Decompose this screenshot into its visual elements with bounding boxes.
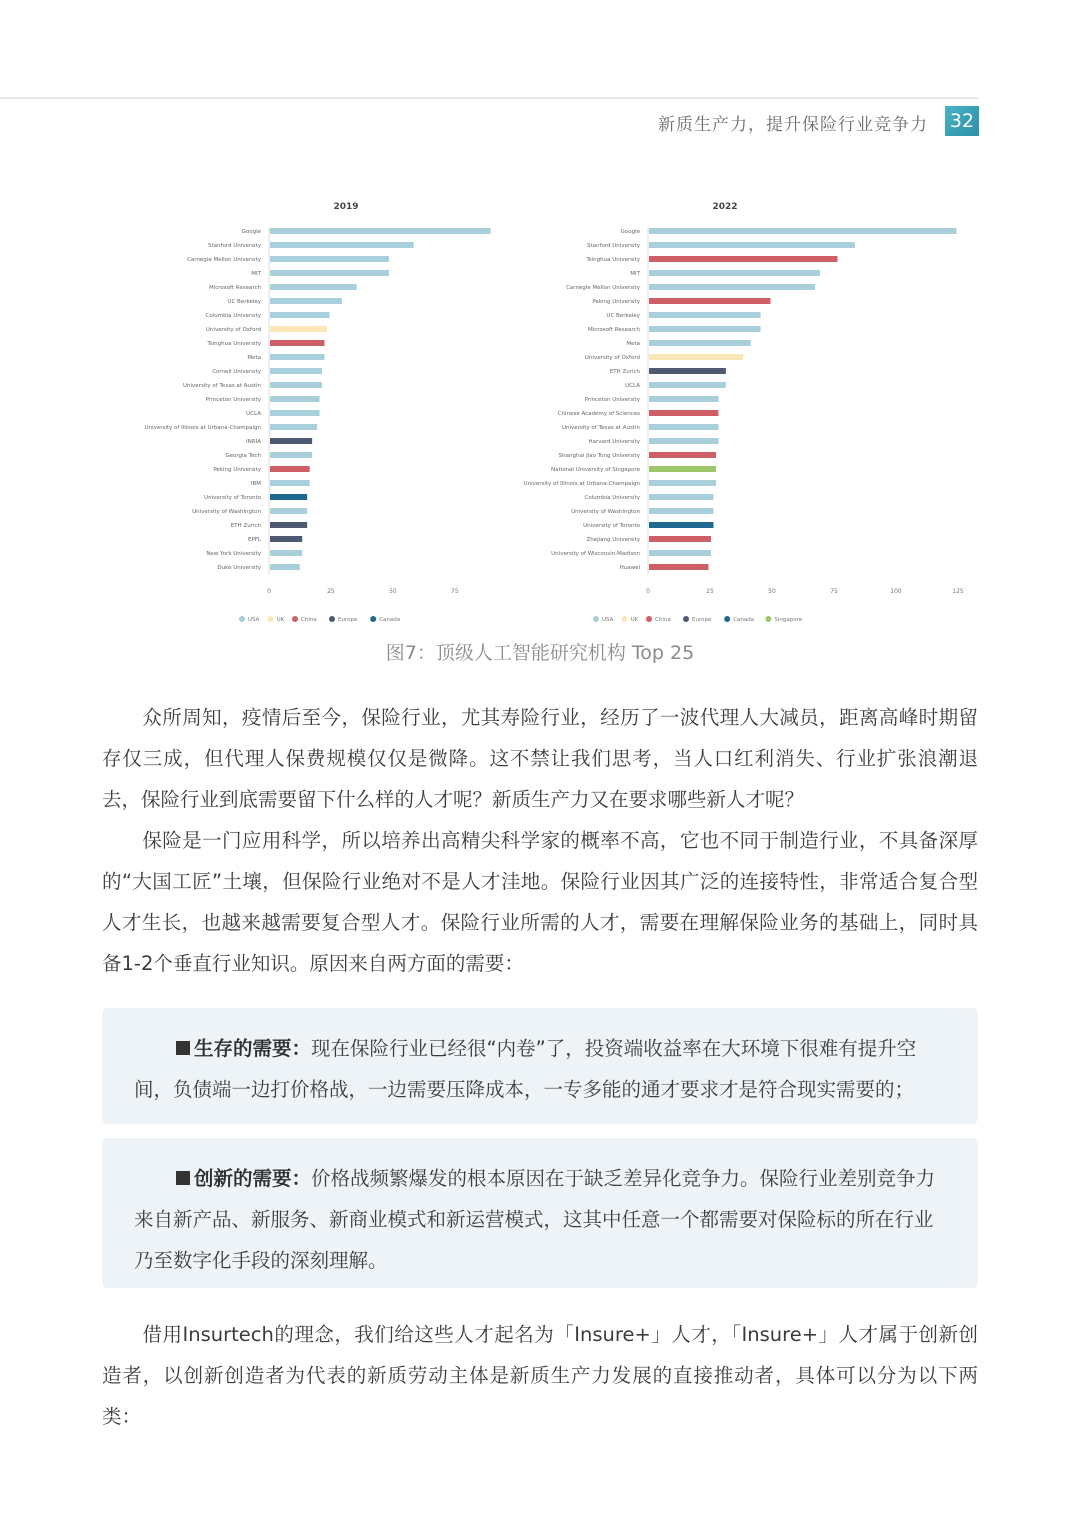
bar <box>270 228 491 234</box>
bar-label: Zhejiang University <box>586 537 640 543</box>
bar <box>649 396 718 402</box>
tick-label: 25 <box>327 588 335 595</box>
bar-label: Carnegie Mellon University <box>187 257 261 263</box>
bar <box>270 284 357 290</box>
bar-label: Stanford University <box>208 243 261 249</box>
bar <box>270 564 300 570</box>
bar <box>649 284 815 290</box>
bar <box>270 550 302 556</box>
bar <box>649 536 711 542</box>
bar-label: ETH Zurich <box>230 523 261 529</box>
legend-swatch <box>683 616 689 622</box>
bar <box>270 536 302 542</box>
bar-label: Princeton University <box>584 397 640 403</box>
bar <box>649 368 726 374</box>
bar-label: University of Washington <box>192 509 261 515</box>
tick-label: 50 <box>768 588 776 595</box>
bar <box>270 312 329 318</box>
bar-label: Georgia Tech <box>225 453 261 459</box>
bar-label: MIT <box>251 271 261 277</box>
legend-swatch <box>268 616 274 622</box>
header-rule <box>0 97 978 99</box>
bar-label: Huawei <box>619 565 640 571</box>
bar-label: Duke University <box>217 565 261 571</box>
bar <box>270 410 320 416</box>
bar-label: Columbia University <box>584 495 640 501</box>
bar-label: Microsoft Research <box>587 327 640 333</box>
legend-swatch <box>646 616 652 622</box>
legend-label: Canada <box>733 617 755 623</box>
bar <box>649 312 761 318</box>
chart-canvas <box>102 188 978 628</box>
tick-label: 125 <box>952 588 964 595</box>
bar <box>649 326 761 332</box>
bar-label: University of Oxford <box>205 327 261 333</box>
figure-caption: 图7：顶级人工智能研究机构 Top 25 <box>385 642 695 664</box>
callout-innovation-text: 价格战频繁爆发的根本原因在于缺乏差异化竞争力。保险行业差别竞争力来自新产品、新服务、新商业模式和新运营模式，这其中任意一个都需要对保险标的所在行业乃至数字化手段的深刻理解。 <box>134 1167 936 1272</box>
tick-label: 0 <box>646 588 650 595</box>
bar-label: INRIA <box>246 439 261 445</box>
bar-label: Tsinghua University <box>207 341 261 347</box>
paragraph-1 <box>102 697 978 820</box>
bar <box>649 242 855 248</box>
bar <box>649 494 713 500</box>
bar <box>270 494 307 500</box>
legend-swatch <box>593 616 599 622</box>
legend-swatch <box>724 616 730 622</box>
bar <box>649 382 726 388</box>
bar-label: New York University <box>206 551 261 557</box>
bar <box>270 242 414 248</box>
tick-label: 25 <box>706 588 714 595</box>
bar-label: Peking University <box>213 467 261 473</box>
tick-label: 50 <box>389 588 397 595</box>
bar-label: Columbia University <box>205 313 261 319</box>
chart-title: 2019 <box>333 202 359 212</box>
bar <box>270 480 310 486</box>
figure-chart <box>102 188 978 628</box>
legend-swatch <box>622 616 628 622</box>
legend-label: China <box>301 617 317 623</box>
bar-label: Google <box>241 229 261 235</box>
bar <box>649 550 711 556</box>
bar-label: Google <box>620 229 640 235</box>
bar-label: Cornell University <box>212 369 261 375</box>
square-bullet-icon <box>176 1041 190 1055</box>
bar-label: Carnegie Mellon University <box>566 285 640 291</box>
square-bullet-icon <box>176 1171 190 1185</box>
bar-label: ETH Zurich <box>609 369 640 375</box>
bar-label: University of Washington <box>571 509 640 515</box>
tick-label: 100 <box>890 588 902 595</box>
running-header-title: 新质生产力，提升保险行业竞争力 <box>658 115 928 135</box>
legend-label: Europe <box>692 617 712 623</box>
bar-label: University of Texas at Austin <box>182 383 261 389</box>
bar <box>649 298 771 304</box>
bar-label: Meta <box>626 341 640 347</box>
bar <box>649 438 718 444</box>
bar <box>270 438 312 444</box>
bar <box>649 466 716 472</box>
legend-label: USA <box>602 617 614 623</box>
tick-label: 75 <box>451 588 459 595</box>
bar-label: Chinese Academy of Sciences <box>557 411 640 417</box>
bar-label: UCLA <box>625 383 640 389</box>
bar <box>649 452 716 458</box>
bar <box>649 270 820 276</box>
paragraph-3 <box>102 1314 978 1437</box>
paragraph-2 <box>102 820 978 984</box>
bar-label: University of Oxford <box>584 355 640 361</box>
bar <box>270 256 389 262</box>
bar-label: University of Toronto <box>204 495 261 501</box>
legend-swatch <box>329 616 335 622</box>
bar <box>649 340 751 346</box>
bar-label: National University of Singapore <box>551 467 640 473</box>
bar <box>270 340 325 346</box>
bar <box>270 382 322 388</box>
bar <box>649 424 718 430</box>
bar-label: University of Texas at Austin <box>561 425 640 431</box>
bar <box>270 368 322 374</box>
bar <box>270 298 342 304</box>
legend-swatch <box>292 616 298 622</box>
chart-title: 2022 <box>712 202 738 212</box>
bar <box>270 452 312 458</box>
callout-survival <box>102 1008 978 1124</box>
legend-swatch <box>765 616 771 622</box>
bar-label: Tsinghua University <box>586 257 640 263</box>
bar-label: University of Illinois at Urbana-Champaign <box>523 481 640 487</box>
bar-label: University of Wisconsin-Madison <box>551 551 640 557</box>
legend-swatch <box>239 616 245 622</box>
bar-label: UCLA <box>246 411 261 417</box>
bar <box>270 326 327 332</box>
callout-survival-text: 现在保险行业已经很“内卷”了，投资端收益率在大环境下很难有提升空间，负债端一边打价格战，一边需要压降成本，一专多能的通才要求才是符合现实需要的； <box>134 1037 917 1101</box>
bar-label: Harvard University <box>588 439 640 445</box>
bar <box>649 256 837 262</box>
bar-label: Stanford University <box>587 243 640 249</box>
bar-label: MIT <box>630 271 640 277</box>
legend-label: Europe <box>338 617 358 623</box>
bar-label: Microsoft Research <box>208 285 261 291</box>
paragraph-2-text: 保险是一门应用科学，所以培养出高精尖科学家的概率不高，它也不同于制造行业，不具备深厚的“大国工匠”土壤，但保险行业绝对不是人才洼地。保险行业因其广泛的连接特性，非常适合复合型人才生长，也越来越需要复合型人才。保险行业所需的人才，需要在理解保险业务的基础上，同时具备1-2个垂直行业知识。原因来自两方面的需要： <box>102 829 978 975</box>
bar <box>649 508 713 514</box>
legend-label: USA <box>248 617 260 623</box>
tick-label: 0 <box>267 588 271 595</box>
paragraph-3-text: 借用Insurtech的理念，我们给这些人才起名为「Insure+」人才，「Insure+」人才属于创新创造者，以创新创造者为代表的新质劳动主体是新质生产力发展的直接推动者，具体可以分为以下两类： <box>102 1323 978 1428</box>
bar <box>649 522 713 528</box>
bar-label: Meta <box>247 355 261 361</box>
tick-label: 75 <box>830 588 838 595</box>
bar-label: University of Illinois at Urbana-Champaign <box>144 425 261 431</box>
bar-label: IBM <box>250 481 261 487</box>
legend-swatch <box>370 616 376 622</box>
bar-label: Shanghai Jiao Tong University <box>558 453 640 459</box>
bar <box>270 522 307 528</box>
bar <box>649 480 716 486</box>
bar <box>649 228 957 234</box>
bar <box>270 270 389 276</box>
legend-label: UK <box>630 617 639 623</box>
legend-label: UK <box>276 617 285 623</box>
bar <box>270 466 310 472</box>
callout-survival-title: 生存的需要： <box>194 1037 312 1060</box>
bar-label: EPFL <box>247 537 261 543</box>
bar <box>649 564 709 570</box>
bar <box>649 354 743 360</box>
callout-innovation <box>102 1138 978 1288</box>
bar-label: University of Toronto <box>583 523 640 529</box>
bar-label: UC Berkeley <box>606 313 640 319</box>
bar <box>270 354 325 360</box>
callout-innovation-title: 创新的需要： <box>194 1167 312 1190</box>
callout-survival-title-wrap <box>134 1037 311 1060</box>
callout-innovation-title-wrap <box>134 1167 311 1190</box>
bar <box>270 424 317 430</box>
page-number-badge: 32 <box>945 106 979 136</box>
bar-label: UC Berkeley <box>227 299 261 305</box>
bar <box>270 396 320 402</box>
bar-label: Princeton University <box>205 397 261 403</box>
paragraph-1-text: 众所周知，疫情后至今，保险行业，尤其寿险行业，经历了一波代理人大减员，距离高峰时期留存仅三成，但代理人保费规模仅仅是微降。这不禁让我们思考，当人口红利消失、行业扩张浪潮退去，保险行业到底需要留下什么样的人才呢？新质生产力又在要求哪些新人才呢？ <box>102 706 978 811</box>
bar <box>649 410 718 416</box>
legend-label: China <box>655 617 671 623</box>
bar-label: Peking University <box>592 299 640 305</box>
bar <box>270 508 307 514</box>
legend-label: Singapore <box>774 617 803 623</box>
legend-label: Canada <box>379 617 401 623</box>
